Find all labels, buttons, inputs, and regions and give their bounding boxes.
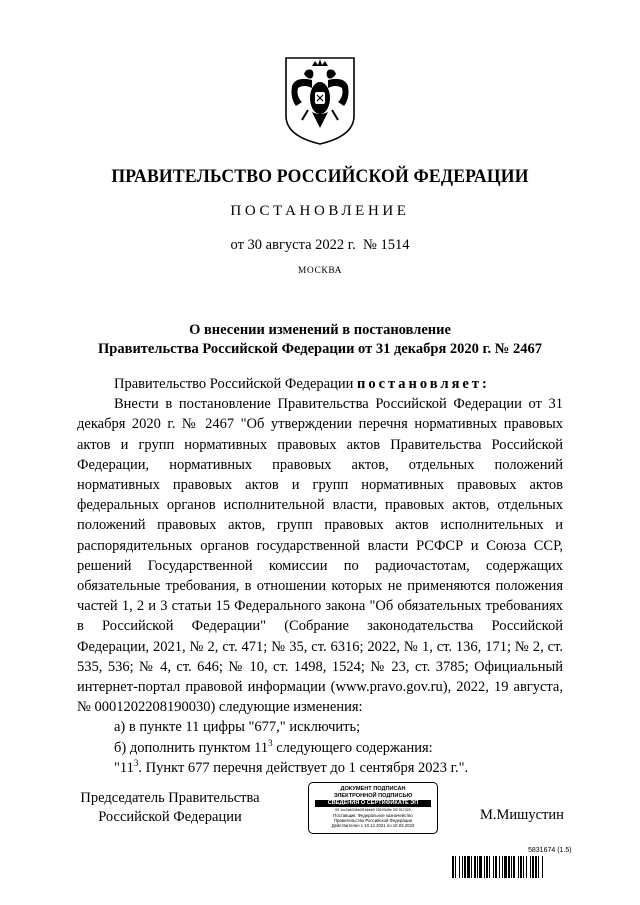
preamble — [77, 374, 563, 394]
barcode — [452, 856, 566, 878]
coat-of-arms-emblem — [282, 54, 358, 146]
stamp-line-1: ДОКУМЕНТ ПОДПИСАН — [340, 786, 406, 792]
city: МОСКВА — [297, 266, 343, 276]
electronic-signature-stamp — [308, 782, 438, 834]
quote-superscript: 3 — [133, 758, 139, 769]
position-line-2: Российской Федерации — [98, 809, 242, 825]
document-type: ПОСТАНОВЛЕНИЕ — [230, 203, 410, 219]
signatory-position — [66, 789, 274, 827]
stamp-issuer-1: Поставщик: Федеральное казначейство — [333, 813, 413, 818]
preamble-verb: постановляет: — [356, 376, 490, 392]
stamp-band: СВЕДЕНИЯ О СЕРТИФИКАТЕ ЭП — [315, 800, 431, 807]
item-b-text: б) дополнить пунктом 11 — [114, 739, 269, 756]
preamble-subject: Правительство Российской Федерации — [114, 376, 354, 392]
stamp-line-2: ЭЛЕКТРОННОЙ ПОДПИСЬЮ — [333, 792, 413, 799]
document-date: от 30 августа 2022 г. — [230, 237, 356, 253]
quoted-item — [77, 758, 563, 778]
position-line-1: Председатель Правительства — [80, 790, 260, 806]
item-b — [77, 738, 563, 758]
document-code: 5831674 (1.5) — [528, 847, 572, 854]
date-line — [0, 237, 640, 254]
document-heading — [60, 321, 580, 359]
document-body — [77, 374, 563, 778]
quote-start: "11 — [114, 759, 134, 776]
paragraph-1: Внести в постановление Правительства Российской Федерации от 31 декабря 2020 г. № 2467 "Об утверждении перечня нормативных правовых актов и групп нормативных правовых актов Правительства Российской Федерации, нормативных правовых актов, отдельных положений нормативных правовых актов и групп нормативных правовых актов федеральных органов исполнительной власти, правовых актов, отдельных положений правовых актов, групп правовых актов исполнительных и распорядительных органов государственной власти РСФСР и Союза ССР, решений Государственной комиссии по радиочастотам, содержащих обязательные требования, в отношении которых не применяются положения частей 1, 2 и 3 статьи 15 Федерального закона "Об обязательных требованиях в Российской Федерации" (Собрание законодательства Российской Федерации, 2021, № 2, ст. 471; № 35, ст. 6316; 2022, № 1, ст. 136, 171; № 2, ст. 535, 536; № 4, ст. 646; № 10, ст. 1498, 1524; № 23, ст. 3785; Официальный интернет-портал правовой информации (www.pravo.gov.ru), 2022, 19 августа, № 0001202208190030) следующие изменения: — [77, 396, 563, 716]
item-a: а) в пункте 11 цифры "677," исключить; — [114, 719, 361, 736]
stamp-serial: 00 1cc2a634bb0f1bbbb0 25103d9e 3f2 917420 — [335, 808, 411, 812]
stamp-validity: Действителен с 10.12.2021 по 10.03.2023 — [331, 823, 415, 828]
heading-line-1: О внесении изменений в постановление — [189, 322, 451, 338]
item-b-superscript: 3 — [268, 737, 273, 748]
stamp-issuer-2: Правительство Российской Федерации — [333, 818, 413, 823]
item-b-tail: следующего содержания: — [272, 739, 433, 756]
government-title: ПРАВИТЕЛЬСТВО РОССИЙСКОЙ ФЕДЕРАЦИИ — [111, 166, 529, 187]
quote-text: . Пункт 677 перечня действует до 1 сентября 2023 г.". — [138, 759, 469, 776]
document-number: № 1514 — [362, 237, 410, 253]
heading-line-2: Правительства Российской Федерации от 31 декабря 2020 г. № 2467 — [98, 341, 542, 357]
signatory-name: М.Мишустин — [480, 807, 564, 823]
